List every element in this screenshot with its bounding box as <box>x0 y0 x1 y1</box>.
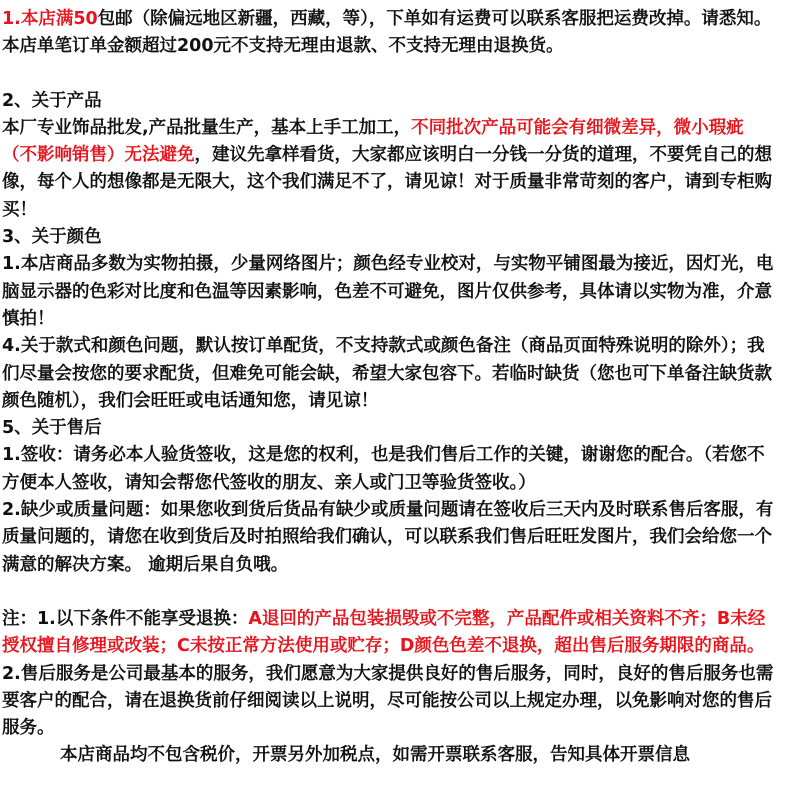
section-heading-product: 2、关于产品 <box>2 90 102 111</box>
section-heading-aftersale: 5、关于售后 <box>2 418 102 439</box>
shipping-notice <box>2 6 778 61</box>
aftersale-item-2: 2.缺少或质量问题：如果您收到货后货品有缺少或质量问题请在签收后三天内及时联系售后客服，有质量问题的，请您在收到货后及时拍照给我们确认，可以联系我们售后旺旺发图片，我们会给您一个满意的解决方案。 逾期后果自负哦。 <box>2 500 774 575</box>
spacer <box>2 61 778 88</box>
product-warning: 不同批次产品可能会有细微差异，微小瑕疵（不影响销售）无法避免 <box>2 117 744 166</box>
spacer <box>2 579 778 606</box>
section-heading-color: 3、关于颜色 <box>2 227 102 248</box>
free-shipping-amount: 50 <box>73 9 98 29</box>
aftersale-item-1: 1.签收：请务必本人验货签收，这是您的权利，也是我们售后工作的关键，谢谢您的配合。（若您不方便本人签收，请知会帮您代签收的朋友、亲人或门卫等验货签收。） <box>2 445 765 493</box>
product-text-a: 本厂专业饰品批发,产品批量生产，基本上手工加工， <box>2 117 412 138</box>
invoice-note: 本店商品均不包含税价，开票另外加税点，如需开票联系客服，告知具体开票信息 <box>60 745 690 765</box>
aftersale-service-note: 2.售后服务是公司最基本的服务，我们愿意为大家提供良好的售后服务，同时，良好的售后服务也需要客户的配合，请在退换货前仔细阅读以上说明，尽可能按公司以上规定办理，以免影响对您的售后服务。 <box>2 663 774 739</box>
note-prefix: 注：1.以下条件不能享受退换： <box>2 608 249 629</box>
product-text-b: ，建议先拿样看货，大家都应该明白一分钱一分货的道理，不要凭自己的想像，每个人的想像都是无限大，这个我们满足不了，请见谅！对于质量非常苛刻的客户，请到专柜购买！ <box>2 145 772 220</box>
free-shipping-label: 本店满 <box>20 9 74 29</box>
shipping-notice-text: 包邮（除偏远地区新疆，西藏，等），下单如有运费可以联系客服把运费改掉。请悉知。本店单笔订单金额超过200元不支持无理由退款、不支持无理由退换货。 <box>2 9 772 57</box>
notice-number: 1. <box>2 9 21 29</box>
return-conditions-list: A退回的产品包装损毁或不完整，产品配件或相关资料不齐；B未经授权擅自修理或改装；C未按正常方法使用或贮存；D颜色色差不退换，超出售后服务期限的商品。 <box>2 608 766 657</box>
color-item-1: 1.本店商品多数为实物拍摄，少量网络图片；颜色经专业校对，与实物平铺图最为接近，因灯光，电脑显示器的色彩对比度和色温等因素影响，色差不可避免，图片仅供参考，具体请以实物为准，介意慎拍！ <box>2 254 774 329</box>
color-item-4: 4.关于款式和颜色问题，默认按订单配货，不支持款式或颜色备注（商品页面特殊说明的除外）；我们尽量会按您的要求配货，但难免可能会缺，希望大家包容下。若临时缺货（您也可下单备注缺货款颜色随机），我们会旺旺或电话通知您，请见谅！ <box>2 336 772 411</box>
return-conditions-note <box>2 606 778 661</box>
product-paragraph <box>2 115 778 224</box>
